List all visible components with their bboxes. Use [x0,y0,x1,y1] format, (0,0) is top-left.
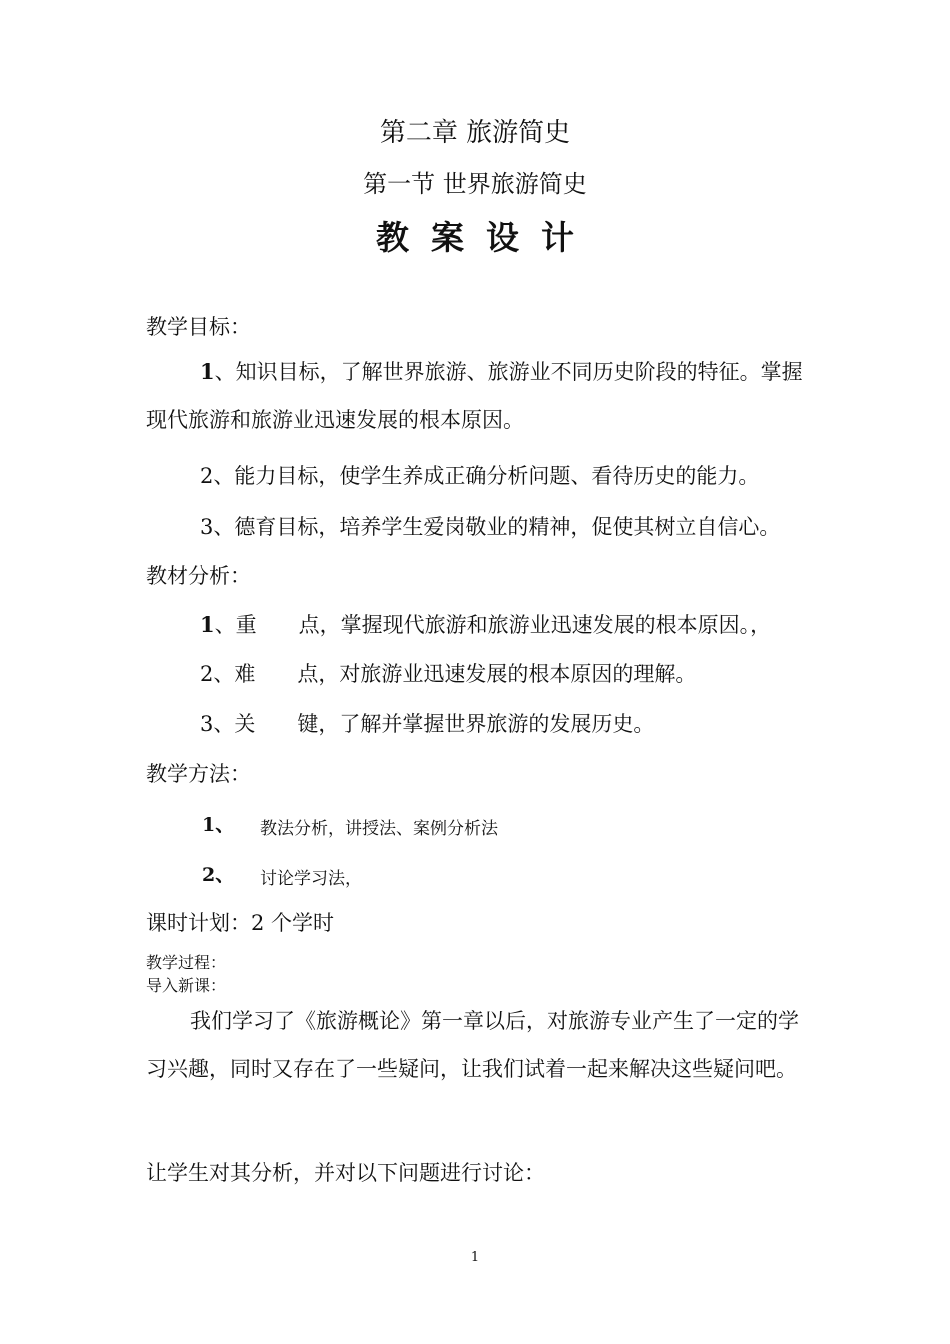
analysis-heading: 教材分析： [146,564,251,588]
analysis-item-3-text: ，了解并掌握世界旅游的发展历史。 [318,712,655,736]
method-item-1-number: 1、 [202,814,235,836]
methods-heading: 教学方法： [146,762,251,786]
goal-item-1-text: 、知识目标，了解世界旅游、旅游业不同历史阶段的特征。掌握现代旅游和旅游业迅速发展的根本原因。 [146,360,803,432]
analysis-item-1-label: 、重 点 [214,613,320,637]
page-number: 1 [470,1250,480,1265]
method-item-1-text: 教法分析，讲授法、案例分析法 [260,819,498,839]
chapter-title: 第二章 旅游简史 [379,118,571,148]
analysis-item-1-number: 1 [200,612,215,637]
analysis-item-2-text: ，对旅游业迅速发展的根本原因的理解。 [318,662,697,686]
process-heading: 教学过程： [146,953,227,972]
lesson-plan-title: 教案设计 [376,218,596,257]
goal-item-1 [146,348,810,444]
goal-item-3: 3、德育目标，培养学生爱岗敬业的精神，促使其树立自信心。 [200,515,781,539]
section-title: 第一节 世界旅游简史 [363,170,587,198]
intro-paragraph: 我们学习了《旅游概论》第一章以后，对旅游专业产生了一定的学习兴趣，同时又存在了一些疑问，让我们试着一起来解决这些疑问吧。 [146,1009,799,1081]
analysis-item-1-text: ，掌握现代旅游和旅游业迅速发展的根本原因。， [319,613,772,637]
analysis-item-3 [200,708,654,738]
method-item-2-text: 讨论学习法， [260,869,362,889]
intro-heading: 导入新课： [146,976,227,995]
class-hours-plan: 课时计划：2 个学时 [146,911,335,935]
method-item-2-number: 2、 [202,864,235,886]
goal-item-2: 2、能力目标，使学生养成正确分析问题、看待历史的能力。 [200,464,760,488]
discussion-prompt: 让学生对其分析，并对以下问题进行讨论： [146,1161,545,1185]
analysis-item-2-label: 2、难 点 [200,662,319,686]
goal-item-1-number: 1 [200,359,215,384]
analysis-item-1 [200,609,771,639]
goals-heading: 教学目标： [146,315,251,339]
analysis-item-3-label: 3、关 键 [200,712,319,736]
analysis-item-2 [200,658,696,688]
